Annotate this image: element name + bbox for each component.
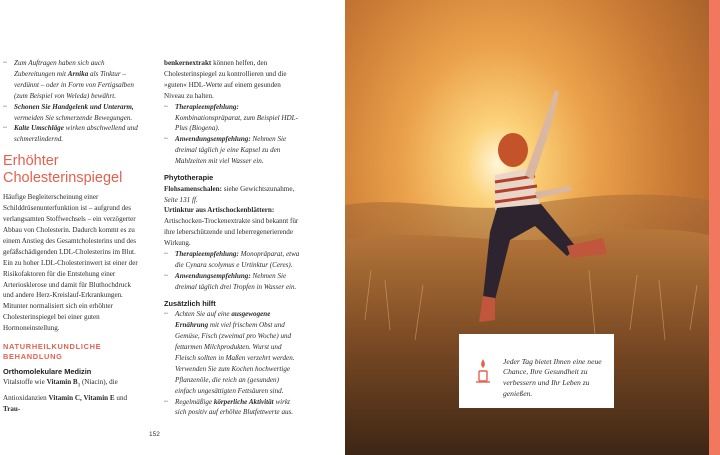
list-item: ~ Anwendungsempfehlung: Nehmen Sie dreimal täglich drei Tropfen in Wasser ein. [164, 271, 297, 291]
list-item: ~ Schonen Sie Handgelenk und Unterarm, vermeiden Sie schmerzende Bewegungen. [3, 102, 134, 122]
body-paragraph: Urtinktur aus Artischockenblättern: Artischocken-Trockenextrakte sind bekannt für ihre leberschützende und leberregenerierende Wirkung. [164, 206, 299, 248]
body-paragraph: Vitalstoffe wie Vitamin $B_3$ (Niacin), die Antioxidanzien Vitamin C, Vitamin E und Trau- [3, 378, 128, 413]
list-item: ~ Regelmäßige körperliche Aktivität wirkt sich positiv auf erhöhte Blutfettwerte aus. [164, 397, 294, 417]
tilde-bullet-icon: ~ [164, 135, 168, 144]
subheading: NATURHEILKUNDLICHE BEHANDLUNG [3, 342, 102, 362]
quote-text: Jeder Tag bietet Ihnen eine neue Chance, Ihre Gesundheit zu verbessern und Ihr Leben zu genießen. [503, 356, 602, 398]
tilde-bullet-icon: ~ [3, 102, 7, 111]
section-title: Phytotherapie [164, 173, 214, 183]
list-item: ~ Kalte Umschläge wirken abschwellend und schmerzlindernd. [3, 124, 138, 144]
section-title: Orthomolekulare Medizin [3, 366, 92, 376]
quote-box [459, 334, 614, 408]
section-title: Zusätzlich hilft [164, 298, 216, 308]
tilde-bullet-icon: ~ [164, 102, 168, 111]
text-column-1 [3, 58, 143, 415]
body-paragraph: Flohsamenschalen: siehe Gewichtszunahme, Seite 131 ff. [164, 184, 295, 204]
section-heading: Erhöhter Cholesterinspiegel [3, 153, 123, 186]
tilde-bullet-icon: ~ [164, 271, 168, 280]
page-edge-accent [709, 0, 720, 455]
text-column-2 [164, 58, 300, 418]
page-number: 152 [149, 431, 160, 438]
left-page [0, 0, 345, 455]
tilde-bullet-icon: ~ [3, 59, 7, 67]
candle-icon [473, 357, 493, 385]
body-paragraph: benkernextrakt können helfen, den Cholesterinspiegel zu kontrollieren und die »guten« HDL-Werte auf einem gesunden Niveau zu halten. [164, 59, 287, 100]
list-item: ~ Therapieempfehlung: Kombinationspräparat, zum Beispiel HDL-Plus (Biogena). [164, 102, 298, 133]
list-item: ~ Achten Sie auf eine ausgewogene Ernährung mit viel frischem Obst und Gemüse, Fisch (zweimal pro Woche) und fettarmen Milchprodukten. Wurst und Fleisch sollten in Maßen verzehrt werden. Verwenden Sie zum Kochen hochwertige Pflanzenöle, die reich an (gesunden) einfach ungesättigten Fettsäuren sind. [164, 310, 295, 395]
list-item: ~ Anwendungsempfehlung: Nehmen Sie dreimal täglich je eine Kapsel zu den Mahlzeiten mit viel Wasser ein. [164, 135, 287, 166]
list-item: ~ Therapieempfehlung: Monopräparat, etwa die Cynara scolymus e Urtinktur (Ceres). [164, 250, 300, 269]
tilde-bullet-icon: ~ [164, 397, 168, 406]
list-item: ~ Zum Auftragen haben sich auch Zubereitungen mit Arnika als Tinktur – verdünnt – oder in Form von Fertigsalben (zum Beispiel von Weleda) bewährt. [3, 59, 134, 100]
tilde-bullet-icon: ~ [164, 250, 168, 259]
tilde-bullet-icon: ~ [164, 310, 168, 319]
body-paragraph: Häufige Begleiterscheinung einer Schilddrüsenunterfunktion ist – aufgrund des verlangsamten Stoffwechsels – ein verzögerter Abbau von Cholesterin. Dadurch kommt es zu einem Anstieg des Gesamtcholesterins und des gefäßschädigenden LDL-Cholesterins im Blut. Ein zu hoher LDL-Cholesterinwert ist einer der Risikofaktoren für die Entstehung einer Arteriosklerose und damit für Bluthochdruck und andere Herz-Kreislauf-Erkrankungen. Mitunter normalisiert sich ein erhöhter Cholesterinspiegel bei einer guten Hormoneinstellung. [3, 193, 138, 333]
tilde-bullet-icon: ~ [3, 124, 7, 133]
